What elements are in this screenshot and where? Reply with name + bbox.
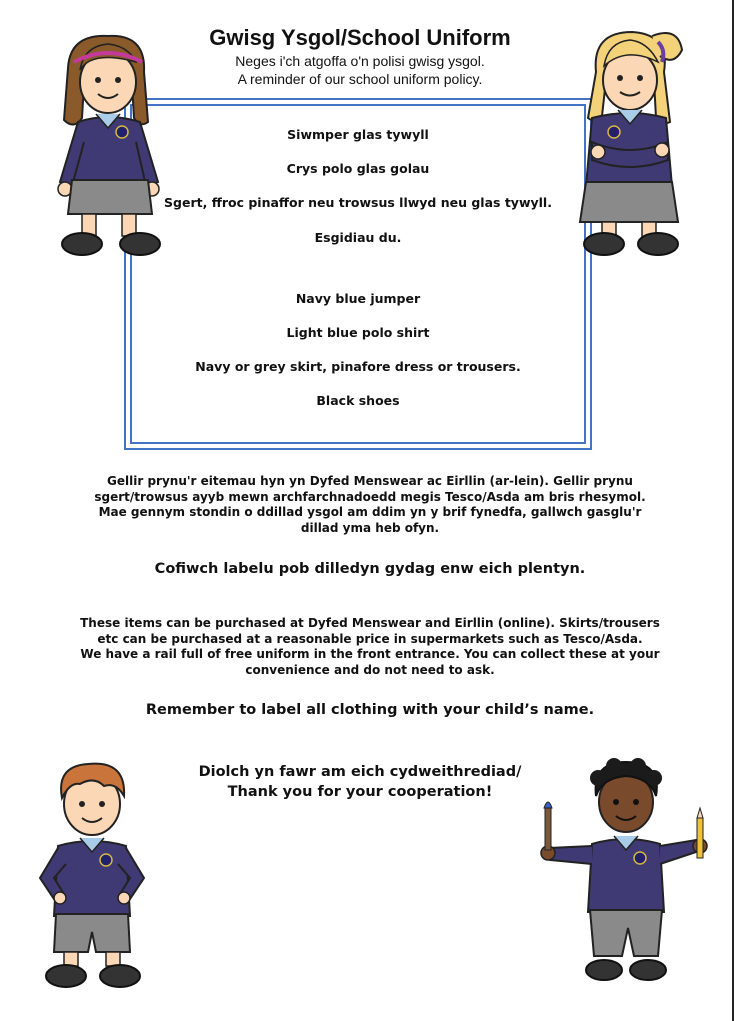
welsh-info-paragraph <box>60 474 680 536</box>
english-label-reminder: Remember to label all clothing with your child’s name. <box>145 702 595 718</box>
english-info-line: etc can be purchased at a reasonable price in supermarkets such as Tesco/Asda. <box>97 631 643 646</box>
thanks-english: Thank you for your cooperation! <box>227 784 493 800</box>
girl-brown-hair-illustration <box>48 32 172 260</box>
uniform-item-welsh: Sgert, ffroc pinaffor neu trowsus llwyd neu glas tywyll. <box>164 195 552 210</box>
uniform-item-welsh: Siwmper glas tywyll <box>287 127 429 142</box>
welsh-info-line: sgert/trowsus ayyb mewn archfarchnadoedd megis Tesco/Asda am bris rhesymol. <box>94 489 646 504</box>
english-info-line: These items can be purchased at Dyfed Menswear and Eirllin (online). Skirts/trousers <box>80 616 660 630</box>
english-info-line: convenience and do not need to ask. <box>245 662 495 677</box>
uniform-item-english: Navy blue jumper <box>295 291 421 306</box>
page-title: Gwisg Ysgol/School Uniform <box>209 25 511 50</box>
subtitle-welsh: Neges i'ch atgoffa o'n polisi gwisg ysgol. <box>235 53 485 69</box>
thanks-message <box>160 762 560 802</box>
uniform-item-welsh: Esgidiau du. <box>314 230 402 245</box>
uniform-item-english: Navy or grey skirt, pinafore dress or trousers. <box>195 359 521 374</box>
boy-ginger-hair-illustration <box>30 756 154 992</box>
subtitle-english: A reminder of our school uniform policy. <box>237 71 483 87</box>
header <box>170 24 550 88</box>
page-edge-line <box>732 0 734 1021</box>
welsh-info-line: Gellir prynu'r eitemau hyn yn Dyfed Menswear ac Eirllin (ar-lein). Gellir prynu <box>107 474 633 488</box>
boy-with-paintbrush-and-pencil-illustration <box>536 756 716 996</box>
welsh-info-line: Mae gennym stondin o ddillad ysgol am ddim yn y brif fynedfa, gallwch gasglu'r <box>98 505 642 519</box>
uniform-item-english: Light blue polo shirt <box>286 325 430 340</box>
welsh-info-line: dillad yma heb ofyn. <box>300 520 440 535</box>
uniform-item-english: Black shoes <box>316 393 400 408</box>
thanks-welsh: Diolch yn fawr am eich cydweithrediad/ <box>198 764 522 780</box>
girl-blonde-hair-illustration <box>566 26 690 258</box>
welsh-label-reminder: Cofiwch labelu pob dilledyn gydag enw eich plentyn. <box>154 561 586 577</box>
english-info-paragraph <box>60 616 680 678</box>
english-info-line: We have a rail full of free uniform in the front entrance. You can collect these at your <box>80 647 660 661</box>
uniform-item-welsh: Crys polo glas golau <box>286 161 430 176</box>
